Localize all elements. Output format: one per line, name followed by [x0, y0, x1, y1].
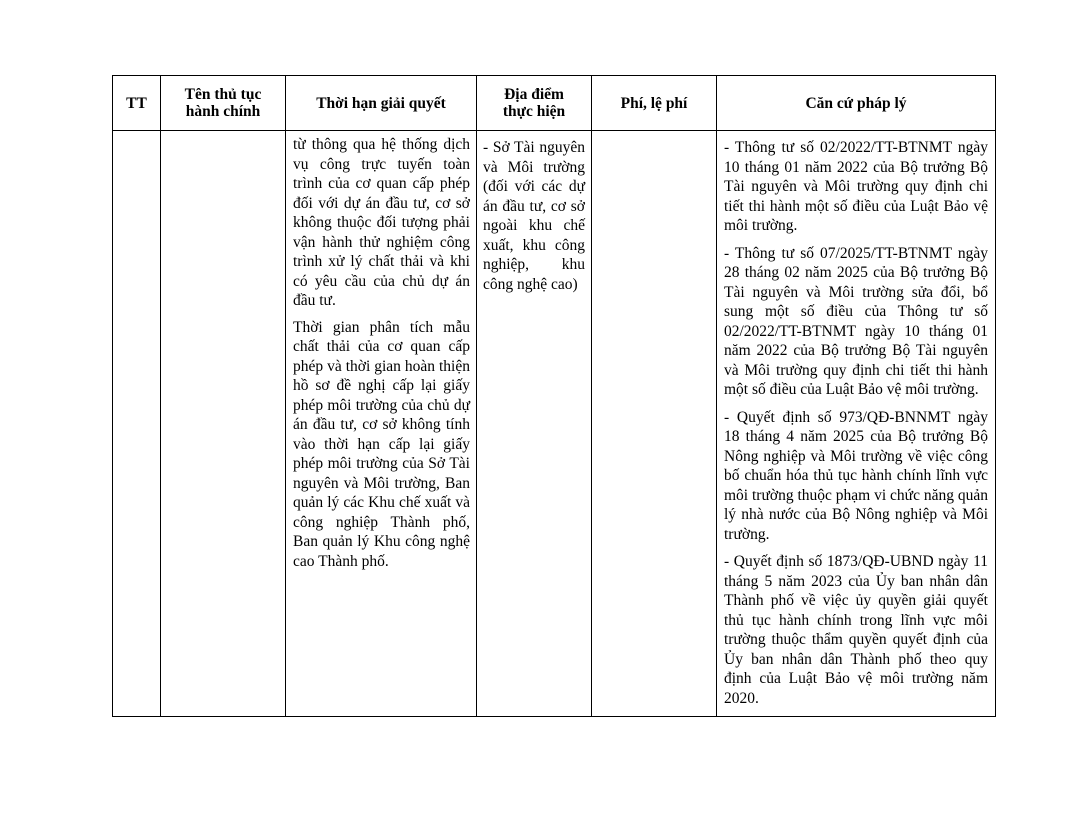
cell-procedure-name [161, 131, 286, 717]
header-fee: Phí, lệ phí [592, 76, 717, 131]
header-procedure-name-text: Tên thủ tục hành chính [184, 86, 262, 120]
header-processing-time: Thời hạn giải quyết [286, 76, 477, 131]
header-row [113, 76, 996, 131]
legal-paragraph: - Thông tư số 07/2025/TT-BTNMT ngày 28 tháng 02 năm 2025 của Bộ trưởng Bộ Tài nguyên và Môi trường sửa đổi, bổ sung một số điều của Thông tư số 02/2022/TT-BTNMT ngày 10 tháng 01 năm 2022 của Bộ trưởng Bộ Tài nguyên và Môi trường quy định chi tiết thi hành một số điều của Luật Bảo vệ môi trường. [724, 244, 988, 398]
table-row [113, 131, 996, 717]
procedure-table [112, 75, 996, 717]
header-tt: TT [113, 76, 161, 131]
cell-location [477, 131, 592, 717]
header-location [477, 76, 592, 131]
location-text: - Sở Tài nguyên và Môi trường (đối với các dự án đầu tư, cơ sở ngoài khu chế xuất, khu công nghiệp, khu công nghệ cao) [483, 139, 585, 293]
header-location-text: Địa điểm thực hiện [502, 86, 566, 120]
time-paragraph: Thời gian phân tích mẫu chất thải của cơ quan cấp phép và thời gian hoàn thiện hồ sơ đề nghị cấp lại giấy phép môi trường của chủ dự án đầu tư, cơ sở không tính vào thời hạn cấp lại giấy phép môi trường của Sở Tài nguyên và Môi trường, Ban quản lý các Khu chế xuất và công nghiệp Thành phố, Ban quản lý Khu công nghệ cao Thành phố. [293, 318, 470, 570]
header-legal-basis: Căn cứ pháp lý [717, 76, 996, 131]
time-paragraph: từ thông qua hệ thống dịch vụ công trực tuyến toàn trình của cơ quan cấp phép đối với dự án đầu tư, cơ sở không thuộc đối tượng phải vận hành thử nghiệm công trình xử lý chất thải và khi có yêu cầu của chủ dự án đầu tư. [293, 136, 470, 309]
cell-fee [592, 131, 717, 717]
legal-paragraph: - Quyết định số 1873/QĐ-UBND ngày 11 tháng 5 năm 2023 của Ủy ban nhân dân Thành phố về việc ủy quyền giải quyết thủ tục hành chính trong lĩnh vực môi trường thuộc thẩm quyền quyết định của Ủy ban nhân dân Thành phố theo quy định của Luật Bảo vệ môi trường năm 2020. [724, 553, 988, 707]
legal-paragraph: - Thông tư số 02/2022/TT-BTNMT ngày 10 tháng 01 năm 2022 của Bộ trưởng Bộ Tài nguyên và Môi trường quy định chi tiết thi hành một số điều của Luật Bảo vệ môi trường. [724, 139, 988, 234]
cell-processing-time [286, 131, 477, 717]
cell-legal-basis [717, 131, 996, 717]
cell-tt [113, 131, 161, 717]
legal-paragraph: - Quyết định số 973/QĐ-BNNMT ngày 18 tháng 4 năm 2025 của Bộ trưởng Bộ Nông nghiệp và Môi trường về việc công bố chuẩn hóa thủ tục hành chính lĩnh vực môi trường thuộc phạm vi chức năng quản lý nhà nước của Bộ Nông nghiệp và Môi trường. [724, 408, 988, 543]
header-procedure-name [161, 76, 286, 131]
